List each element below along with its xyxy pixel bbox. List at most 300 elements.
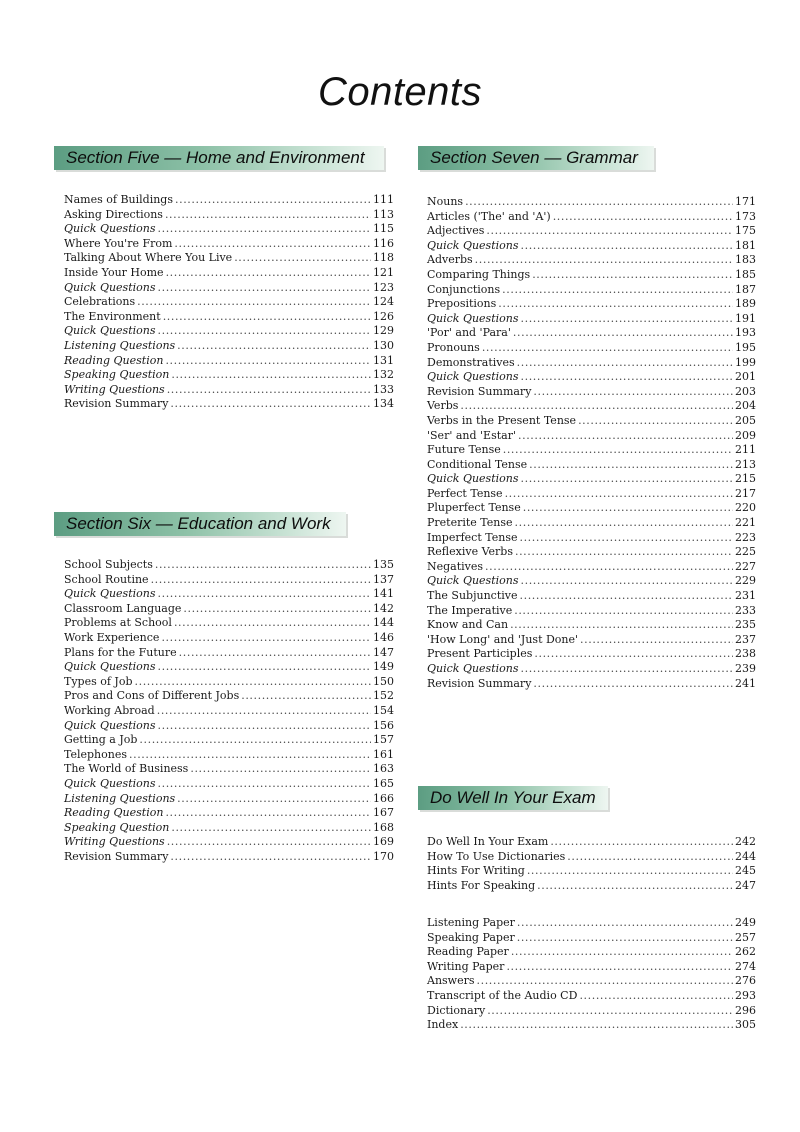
toc-entry-title: Dictionary: [427, 1003, 486, 1017]
toc-entry-page: 191: [735, 311, 756, 325]
toc-list-section-seven: [427, 195, 756, 691]
toc-entry-title: Pluperfect Tense: [427, 501, 521, 515]
dot-leader: [171, 368, 371, 383]
toc-entry-page: 221: [735, 516, 756, 530]
dot-leader: [537, 879, 733, 894]
toc-entry-page: 116: [373, 236, 394, 250]
toc-entry-title: Index: [427, 1018, 459, 1032]
toc-entry: [64, 631, 394, 646]
dot-leader: [158, 660, 372, 675]
toc-entry-page: 163: [373, 762, 394, 776]
toc-entry-page: 215: [735, 472, 756, 486]
toc-entry-page: 132: [373, 368, 394, 382]
toc-entry: [64, 748, 394, 763]
toc-entry-title: Answers: [427, 974, 475, 988]
dot-leader: [163, 310, 371, 325]
toc-entry-title: Getting a Job: [64, 733, 138, 747]
dot-leader: [567, 850, 733, 865]
toc-list-do-well: [427, 835, 756, 893]
toc-entry: [427, 531, 756, 546]
dot-leader: [165, 354, 371, 369]
toc-entry-page: 161: [373, 747, 394, 761]
toc-entry-page: 205: [735, 413, 756, 427]
dot-leader: [465, 195, 733, 210]
dot-leader: [158, 777, 372, 792]
toc-entry-title: Speaking Question: [64, 820, 170, 834]
toc-entry: [427, 1018, 756, 1033]
toc-entry: [64, 558, 394, 573]
toc-entry: [64, 689, 394, 704]
toc-entry-title: Types of Job: [64, 674, 133, 688]
toc-entry: [427, 283, 756, 298]
toc-entry-page: 233: [735, 603, 756, 617]
toc-entry: [64, 237, 394, 252]
dot-leader: [460, 1018, 733, 1033]
toc-entry-page: 185: [735, 267, 756, 281]
dot-leader: [177, 339, 371, 354]
toc-entry: [427, 312, 756, 327]
toc-entry-title: Pronouns: [427, 340, 480, 354]
toc-entry-title: Celebrations: [64, 295, 136, 309]
dot-leader: [510, 618, 733, 633]
dot-leader: [158, 281, 372, 296]
toc-entry-page: 124: [373, 295, 394, 309]
dot-leader: [135, 675, 371, 690]
toc-entry-page: 227: [735, 559, 756, 573]
dot-leader: [234, 251, 371, 266]
toc-entry: [64, 602, 394, 617]
section-header-seven: Section Seven — Grammar: [418, 146, 654, 170]
toc-entry-title: Nouns: [427, 195, 464, 208]
toc-entry-page: 237: [735, 632, 756, 646]
toc-entry-title: Adverbs: [427, 253, 473, 267]
toc-entry-title: Prepositions: [427, 297, 497, 311]
toc-list-papers: [427, 916, 756, 1033]
toc-entry-title: Transcript of the Audio CD: [427, 988, 578, 1002]
toc-entry-page: 146: [373, 630, 394, 644]
toc-entry-page: 217: [735, 486, 756, 500]
toc-entry: [64, 806, 394, 821]
toc-entry: [427, 210, 756, 225]
toc-entry-page: 181: [735, 238, 756, 252]
toc-entry-title: Quick Questions: [64, 718, 156, 732]
toc-entry-title: Hints For Writing: [427, 864, 525, 878]
dot-leader: [534, 647, 733, 662]
dot-leader: [475, 253, 733, 268]
dot-leader: [553, 210, 733, 225]
toc-entry-page: 130: [373, 338, 394, 352]
toc-entry-title: Speaking Paper: [427, 930, 515, 944]
toc-entry: [64, 777, 394, 792]
toc-entry: [427, 677, 756, 692]
toc-entry-title: Quick Questions: [64, 660, 156, 674]
dot-leader: [129, 748, 371, 763]
dot-leader: [533, 385, 733, 400]
toc-entry-page: 175: [735, 224, 756, 238]
toc-entry: [427, 224, 756, 239]
toc-entry-page: 247: [735, 878, 756, 892]
toc-entry: [64, 208, 394, 223]
toc-entry-title: Demonstratives: [427, 355, 515, 369]
toc-entry-page: 189: [735, 297, 756, 311]
toc-entry-title: Quick Questions: [427, 311, 519, 325]
dot-leader: [171, 821, 371, 836]
toc-entry-page: 149: [373, 660, 394, 674]
dot-leader: [498, 297, 733, 312]
dot-leader: [190, 762, 371, 777]
dot-leader: [521, 370, 734, 385]
toc-entry-page: 141: [373, 587, 394, 601]
toc-entry-page: 276: [735, 974, 756, 988]
toc-entry: [64, 383, 394, 398]
toc-entry-page: 121: [373, 265, 394, 279]
section-header-six: Section Six — Education and Work: [54, 512, 346, 536]
toc-entry: [64, 704, 394, 719]
dot-leader: [177, 792, 371, 807]
dot-leader: [521, 662, 734, 677]
toc-entry-page: 150: [373, 674, 394, 688]
toc-entry-page: 126: [373, 309, 394, 323]
toc-entry-title: Names of Buildings: [64, 193, 173, 206]
dot-leader: [165, 806, 371, 821]
toc-entry: [64, 587, 394, 602]
toc-entry-title: Quick Questions: [427, 238, 519, 252]
toc-entry-title: Reading Question: [64, 353, 164, 367]
section-header-five: Section Five — Home and Environment: [54, 146, 384, 170]
toc-entry: [427, 429, 756, 444]
toc-entry-title: Classroom Language: [64, 601, 182, 615]
dot-leader: [515, 516, 733, 531]
toc-entry-page: 249: [735, 916, 756, 929]
toc-entry: [427, 297, 756, 312]
toc-entry: [64, 266, 394, 281]
toc-entry: [64, 324, 394, 339]
toc-entry-title: The Environment: [64, 309, 161, 323]
toc-entry: [427, 916, 756, 931]
toc-entry-title: Speaking Question: [64, 368, 170, 382]
toc-entry: [427, 268, 756, 283]
toc-entry-title: Quick Questions: [64, 222, 156, 236]
dot-leader: [166, 266, 371, 281]
toc-entry: [427, 960, 756, 975]
toc-entry-page: 135: [373, 558, 394, 571]
toc-entry-page: 173: [735, 209, 756, 223]
toc-entry-page: 134: [373, 397, 394, 411]
toc-entry-title: Know and Can: [427, 618, 509, 632]
toc-entry-page: 167: [373, 806, 394, 820]
toc-entry-title: Problems at School: [64, 616, 172, 630]
toc-entry: [427, 560, 756, 575]
toc-entry: [64, 762, 394, 777]
dot-leader: [521, 574, 734, 589]
toc-entry-title: Quick Questions: [64, 587, 156, 601]
dot-leader: [517, 916, 733, 931]
dot-leader: [520, 589, 734, 604]
dot-leader: [579, 989, 733, 1004]
toc-entry-title: Quick Questions: [64, 280, 156, 294]
dot-leader: [550, 835, 733, 850]
toc-list-section-six: [64, 558, 394, 864]
toc-entry: [64, 339, 394, 354]
dot-leader: [482, 341, 733, 356]
toc-entry-page: 170: [373, 849, 394, 863]
dot-leader: [183, 602, 371, 617]
dot-leader: [521, 472, 734, 487]
toc-entry-title: Revision Summary: [64, 397, 169, 411]
toc-entry: [64, 368, 394, 383]
toc-entry-title: 'Ser' and 'Estar': [427, 428, 516, 442]
toc-entry: [427, 399, 756, 414]
toc-entry-title: Listening Questions: [64, 338, 176, 352]
toc-entry-title: Verbs: [427, 399, 459, 413]
toc-entry-page: 169: [373, 835, 394, 849]
toc-entry: [64, 719, 394, 734]
toc-entry: [427, 1004, 756, 1019]
toc-entry-page: 293: [735, 988, 756, 1002]
dot-leader: [139, 733, 371, 748]
toc-entry: [427, 385, 756, 400]
toc-entry-title: Quick Questions: [64, 776, 156, 790]
dot-leader: [532, 268, 733, 283]
dot-leader: [485, 560, 733, 575]
toc-entry-title: Adjectives: [427, 224, 485, 238]
toc-entry-title: Reading Question: [64, 806, 164, 820]
toc-entry: [427, 589, 756, 604]
toc-entry-page: 144: [373, 616, 394, 630]
toc-entry-page: 244: [735, 849, 756, 863]
dot-leader: [505, 487, 733, 502]
toc-entry: [427, 356, 756, 371]
toc-entry-title: Plans for the Future: [64, 645, 177, 659]
toc-entry: [427, 443, 756, 458]
toc-entry: [427, 879, 756, 894]
section-header-do-well: Do Well In Your Exam: [418, 786, 608, 810]
dot-leader: [513, 326, 733, 341]
toc-entry: [64, 354, 394, 369]
dot-leader: [179, 646, 371, 661]
toc-entry-title: Preterite Tense: [427, 516, 513, 530]
toc-entry-title: 'How Long' and 'Just Done': [427, 632, 579, 646]
toc-entry: [64, 310, 394, 325]
toc-entry-page: 220: [735, 501, 756, 515]
toc-entry: [64, 193, 394, 208]
toc-entry-title: The Subjunctive: [427, 589, 518, 603]
toc-entry-page: 242: [735, 835, 756, 848]
dot-leader: [506, 960, 733, 975]
toc-entry-title: 'Por' and 'Para': [427, 326, 511, 340]
toc-entry-page: 183: [735, 253, 756, 267]
toc-entry-page: 305: [735, 1018, 756, 1032]
toc-entry: [427, 647, 756, 662]
toc-entry-title: Quick Questions: [427, 662, 519, 675]
toc-entry-title: Conditional Tense: [427, 457, 528, 471]
dot-leader: [514, 604, 733, 619]
toc-entry-page: 118: [373, 251, 394, 265]
dot-leader: [521, 239, 734, 254]
toc-entry: [427, 516, 756, 531]
toc-entry-title: Imperfect Tense: [427, 530, 518, 544]
toc-entry-page: 209: [735, 428, 756, 442]
dot-leader: [521, 312, 734, 327]
toc-entry-page: 203: [735, 384, 756, 398]
toc-entry: [427, 472, 756, 487]
dot-leader: [519, 531, 733, 546]
toc-entry-title: Future Tense: [427, 443, 501, 457]
toc-entry-page: 154: [373, 703, 394, 717]
toc-entry-title: Revision Summary: [427, 676, 532, 690]
toc-entry-page: 113: [373, 207, 394, 221]
toc-entry-title: Do Well In Your Exam: [427, 835, 549, 848]
dot-leader: [174, 616, 371, 631]
toc-entry-page: 131: [373, 353, 394, 367]
toc-entry: [64, 397, 394, 412]
toc-entry-title: Where You're From: [64, 236, 173, 250]
toc-entry-title: Revision Summary: [64, 849, 169, 863]
toc-entry: [427, 326, 756, 341]
toc-entry-page: 199: [735, 355, 756, 369]
toc-entry: [427, 574, 756, 589]
toc-entry-title: Articles ('The' and 'A'): [427, 209, 551, 223]
dot-leader: [502, 283, 733, 298]
dot-leader: [158, 222, 372, 237]
dot-leader: [477, 974, 733, 989]
toc-entry: [427, 974, 756, 989]
toc-entry: [427, 835, 756, 850]
toc-entry: [427, 989, 756, 1004]
toc-entry: [64, 733, 394, 748]
toc-entry-title: Work Experience: [64, 630, 160, 644]
toc-entry-title: Writing Paper: [427, 959, 505, 973]
toc-entry-page: 235: [735, 618, 756, 632]
toc-entry-page: 193: [735, 326, 756, 340]
toc-entry-title: Negatives: [427, 559, 484, 573]
toc-entry-page: 296: [735, 1003, 756, 1017]
toc-entry-title: The World of Business: [64, 762, 189, 776]
toc-entry-page: 257: [735, 930, 756, 944]
toc-entry: [427, 618, 756, 633]
toc-entry: [64, 295, 394, 310]
toc-entry: [427, 458, 756, 473]
toc-entry-page: 187: [735, 282, 756, 296]
dot-leader: [137, 295, 371, 310]
toc-entry: [64, 835, 394, 850]
toc-entry-page: 137: [373, 572, 394, 586]
toc-entry-page: 152: [373, 689, 394, 703]
toc-list-section-five: [64, 193, 394, 412]
page-title: Contents: [317, 70, 483, 114]
toc-entry: [64, 281, 394, 296]
toc-entry-page: 231: [735, 589, 756, 603]
dot-leader: [167, 835, 371, 850]
toc-entry-page: 156: [373, 718, 394, 732]
dot-leader: [487, 1004, 733, 1019]
dot-leader: [460, 399, 733, 414]
toc-entry: [64, 850, 394, 865]
toc-entry-page: 115: [373, 222, 394, 236]
dot-leader: [518, 429, 733, 444]
dot-leader: [517, 356, 733, 371]
toc-entry: [427, 662, 756, 677]
dot-leader: [158, 587, 372, 602]
toc-entry-page: 245: [735, 864, 756, 878]
toc-entry-title: Quick Questions: [427, 370, 519, 384]
dot-leader: [580, 633, 733, 648]
dot-leader: [503, 443, 733, 458]
dot-leader: [517, 931, 733, 946]
toc-entry-page: 274: [735, 959, 756, 973]
toc-entry: [64, 675, 394, 690]
toc-entry-page: 171: [735, 195, 756, 208]
dot-leader: [175, 193, 371, 208]
toc-entry-page: 238: [735, 647, 756, 661]
toc-entry-title: Talking About Where You Live: [64, 251, 233, 265]
toc-entry: [64, 646, 394, 661]
toc-entry-title: Present Participles: [427, 647, 533, 661]
toc-entry-title: Listening Questions: [64, 791, 176, 805]
toc-entry-title: Hints For Speaking: [427, 878, 536, 892]
toc-entry-title: Quick Questions: [427, 574, 519, 588]
toc-entry: [427, 945, 756, 960]
dot-leader: [511, 945, 733, 960]
toc-entry-title: Quick Questions: [427, 472, 519, 486]
toc-entry-title: Working Abroad: [64, 703, 155, 717]
toc-entry-title: Writing Questions: [64, 382, 165, 396]
dot-leader: [529, 458, 733, 473]
toc-entry: [64, 616, 394, 631]
toc-entry-page: 262: [735, 945, 756, 959]
toc-entry: [64, 792, 394, 807]
toc-entry-page: 225: [735, 545, 756, 559]
toc-entry-page: 211: [735, 443, 756, 457]
dot-leader: [158, 719, 372, 734]
toc-entry: [427, 604, 756, 619]
dot-leader: [167, 383, 371, 398]
toc-entry: [427, 253, 756, 268]
dot-leader: [157, 704, 371, 719]
dot-leader: [527, 864, 733, 879]
toc-entry-title: School Routine: [64, 572, 149, 586]
toc-entry: [427, 195, 756, 210]
dot-leader: [161, 631, 371, 646]
toc-entry-page: 133: [373, 382, 394, 396]
toc-entry-title: Perfect Tense: [427, 486, 503, 500]
toc-entry-title: Inside Your Home: [64, 265, 164, 279]
toc-entry: [64, 222, 394, 237]
toc-entry-page: 129: [373, 324, 394, 338]
dot-leader: [155, 558, 371, 573]
toc-entry: [427, 341, 756, 356]
toc-entry-title: School Subjects: [64, 558, 153, 571]
toc-entry-title: Comparing Things: [427, 267, 531, 281]
dot-leader: [165, 208, 371, 223]
toc-entry-page: 229: [735, 574, 756, 588]
dot-leader: [170, 850, 371, 865]
toc-entry-title: How To Use Dictionaries: [427, 849, 566, 863]
dot-leader: [486, 224, 733, 239]
toc-entry-title: Writing Questions: [64, 835, 165, 849]
toc-entry-title: Quick Questions: [64, 324, 156, 338]
toc-entry: [64, 660, 394, 675]
toc-entry: [427, 864, 756, 879]
dot-leader: [533, 677, 733, 692]
toc-entry: [64, 573, 394, 588]
toc-entry-title: Reflexive Verbs: [427, 545, 513, 559]
toc-entry-page: 168: [373, 820, 394, 834]
toc-entry-page: 111: [373, 193, 394, 206]
toc-entry-page: 165: [373, 776, 394, 790]
dot-leader: [241, 689, 371, 704]
toc-entry: [427, 239, 756, 254]
